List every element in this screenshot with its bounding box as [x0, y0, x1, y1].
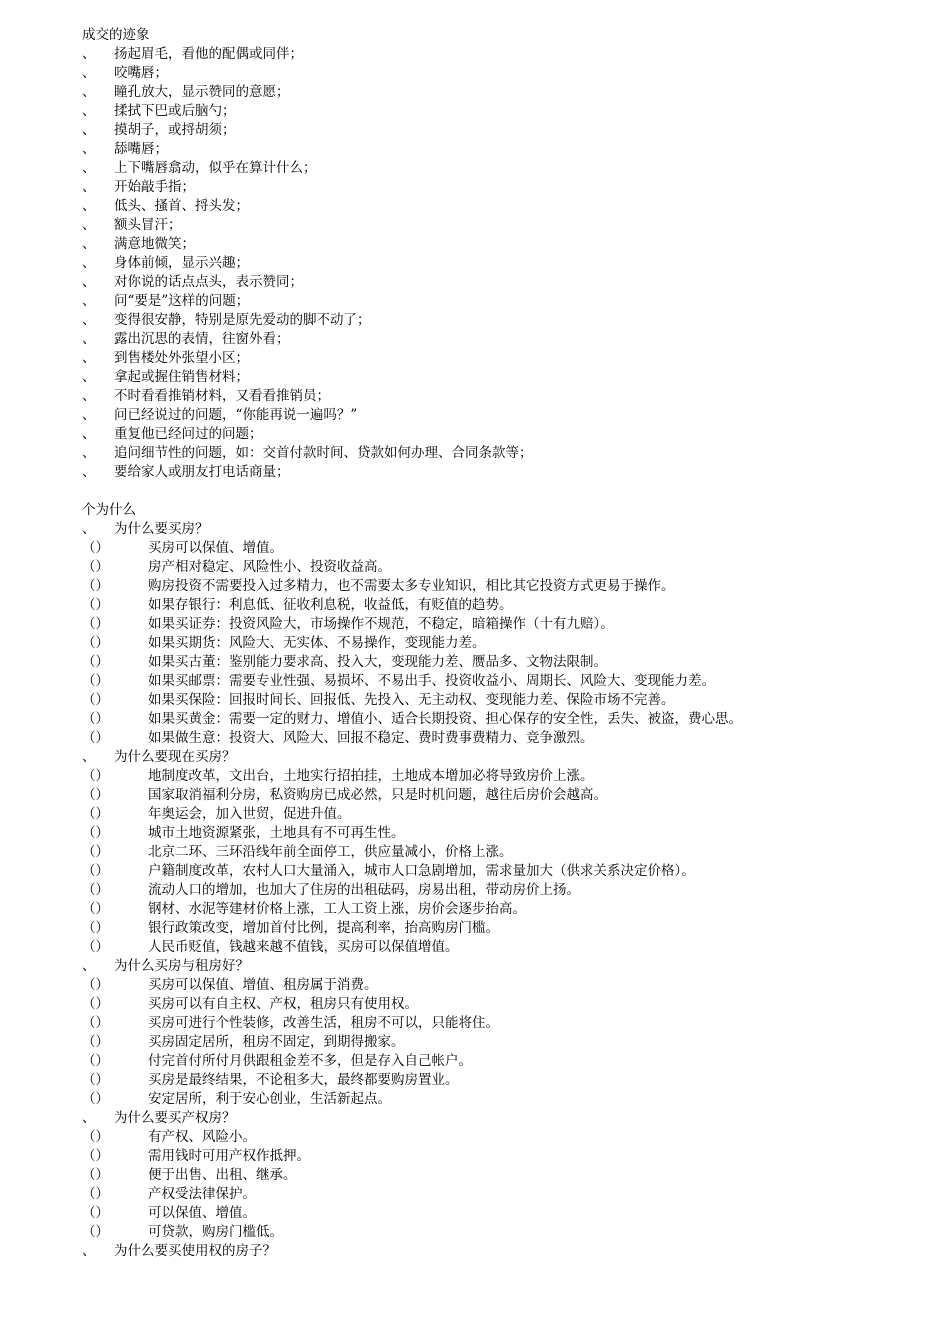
answer-text: 如果买证券：投资风险大，市场操作不规范，不稳定，暗箱操作（十有九赔）。	[148, 616, 614, 632]
answer-item	[82, 1147, 922, 1166]
sign-item	[82, 235, 922, 254]
answer-item	[82, 1090, 922, 1109]
question-heading	[82, 1109, 922, 1128]
answer-text: 银行政策改变，增加首付比例，提高利率，抬高购房门槛。	[148, 920, 499, 936]
sign-item-text: 满意地微笑；	[114, 236, 195, 252]
answer-text: 便于出售、出租、继承。	[148, 1167, 297, 1183]
answer-item	[82, 634, 922, 653]
question-text: 为什么买房与租房好？	[114, 958, 249, 974]
sign-item	[82, 463, 922, 482]
answer-text: 有产权、风险小。	[148, 1129, 256, 1145]
sign-item-text: 扬起眉毛，看他的配偶或同伴；	[114, 46, 303, 62]
bullet-mark: 、	[82, 312, 96, 328]
paren-mark: （）	[82, 578, 109, 594]
answer-text: 买房可以保值、增值、租房属于消费。	[148, 977, 378, 993]
sign-item-text: 额头冒汗；	[114, 217, 182, 233]
paren-mark: （）	[82, 654, 109, 670]
answer-text: 钢材、水泥等建材价格上涨，工人工资上涨，房价会逐步抬高。	[148, 901, 526, 917]
answer-item	[82, 1128, 922, 1147]
signs-list	[82, 45, 922, 482]
answer-item	[82, 1223, 922, 1242]
paren-mark: （）	[82, 920, 109, 936]
paren-mark: （）	[82, 1205, 109, 1221]
sign-item	[82, 45, 922, 64]
sign-item	[82, 178, 922, 197]
paren-mark: （）	[82, 692, 109, 708]
paren-mark: （）	[82, 844, 109, 860]
sign-item	[82, 368, 922, 387]
answer-text: 产权受法律保护。	[148, 1186, 256, 1202]
paren-mark: （）	[82, 787, 109, 803]
sign-item-text: 揉拭下巴或后脑勺；	[114, 103, 236, 119]
bullet-mark: 、	[82, 160, 96, 176]
sign-item-text: 对你说的话点点头，表示赞同；	[114, 274, 303, 290]
paren-mark: （）	[82, 977, 109, 993]
paren-mark: （）	[82, 996, 109, 1012]
paren-mark: （）	[82, 1148, 109, 1164]
answer-item	[82, 558, 922, 577]
paren-mark: （）	[82, 730, 109, 746]
bullet-mark: 、	[82, 217, 96, 233]
question-mark: 、	[82, 958, 96, 974]
paren-mark: （）	[82, 673, 109, 689]
answer-text: 安定居所，利于安心创业，生活新起点。	[148, 1091, 391, 1107]
answer-text: 买房可以有自主权、产权，租房只有使用权。	[148, 996, 418, 1012]
paren-mark: （）	[82, 1129, 109, 1145]
sign-item-text: 咬嘴唇；	[114, 65, 168, 81]
answer-item	[82, 710, 922, 729]
bullet-mark: 、	[82, 141, 96, 157]
paren-mark: （）	[82, 1224, 109, 1240]
sign-item	[82, 311, 922, 330]
sign-item	[82, 64, 922, 83]
answer-item	[82, 938, 922, 957]
sign-item	[82, 292, 922, 311]
answer-text: 北京二环、三环沿线年前全面停工，供应量减小，价格上涨。	[148, 844, 513, 860]
bullet-mark: 、	[82, 369, 96, 385]
sign-item	[82, 197, 922, 216]
sign-item	[82, 387, 922, 406]
sign-item	[82, 121, 922, 140]
answer-item	[82, 1185, 922, 1204]
answer-text: 如果买保险：回报时间长、回报低、先投入、无主动权、变现能力差、保险市场不完善。	[148, 692, 675, 708]
question-heading	[82, 748, 922, 767]
section2-title: 个为什么	[82, 502, 136, 518]
bullet-mark: 、	[82, 46, 96, 62]
bullet-mark: 、	[82, 331, 96, 347]
answer-item	[82, 862, 922, 881]
sign-item	[82, 330, 922, 349]
answer-item	[82, 900, 922, 919]
answer-text: 地制度改革，文出台，土地实行招拍挂，土地成本增加必将导致房价上涨。	[148, 768, 594, 784]
answer-item	[82, 672, 922, 691]
sign-item	[82, 140, 922, 159]
bullet-mark: 、	[82, 103, 96, 119]
sign-item-text: 开始敲手指；	[114, 179, 195, 195]
sign-item-text: 露出沉思的表情，往窗外看；	[114, 331, 290, 347]
answer-text: 城市土地资源紧张，土地具有不可再生性。	[148, 825, 405, 841]
question-heading	[82, 1242, 922, 1261]
answer-text: 流动人口的增加，也加大了住房的出租砝码，房易出租，带动房价上扬。	[148, 882, 580, 898]
section-spacer	[82, 482, 922, 501]
answer-text: 年奥运会，加入世贸，促进升值。	[148, 806, 351, 822]
paren-mark: （）	[82, 1186, 109, 1202]
answer-text: 买房可以保值、增值。	[148, 540, 283, 556]
bullet-mark: 、	[82, 84, 96, 100]
paren-mark: （）	[82, 768, 109, 784]
paren-mark: （）	[82, 825, 109, 841]
sign-item-text: 重复他已经问过的问题；	[114, 426, 263, 442]
answer-item	[82, 1166, 922, 1185]
sign-item	[82, 102, 922, 121]
question-mark: 、	[82, 749, 96, 765]
sign-item-text: 低头、搔首、捋头发；	[114, 198, 249, 214]
paren-mark: （）	[82, 559, 109, 575]
answer-item	[82, 843, 922, 862]
bullet-mark: 、	[82, 179, 96, 195]
answer-item	[82, 995, 922, 1014]
paren-mark: （）	[82, 616, 109, 632]
bullet-mark: 、	[82, 274, 96, 290]
paren-mark: （）	[82, 939, 109, 955]
bullet-mark: 、	[82, 426, 96, 442]
bullet-mark: 、	[82, 388, 96, 404]
sign-item-text: 身体前倾，显示兴趣；	[114, 255, 249, 271]
answer-item	[82, 1014, 922, 1033]
answer-item	[82, 729, 922, 748]
sign-item	[82, 425, 922, 444]
bullet-mark: 、	[82, 293, 96, 309]
sign-item-text: 问“要是”这样的问题；	[114, 293, 250, 309]
sign-item-text: 舔嘴唇；	[114, 141, 168, 157]
sign-item	[82, 216, 922, 235]
paren-mark: （）	[82, 540, 109, 556]
answer-text: 如果买期货：风险大、无实体、不易操作，变现能力差。	[148, 635, 486, 651]
answer-text: 如果买邮票：需要专业性强、易损坏、不易出手、投资收益小、周期长、风险大、变现能力差。	[148, 673, 715, 689]
answer-item	[82, 824, 922, 843]
sign-item	[82, 273, 922, 292]
answer-text: 可贷款，购房门槛低。	[148, 1224, 283, 1240]
answer-item	[82, 691, 922, 710]
sign-item	[82, 349, 922, 368]
answer-item	[82, 615, 922, 634]
answer-item	[82, 919, 922, 938]
bullet-mark: 、	[82, 464, 96, 480]
sign-item-text: 拿起或握住销售材料；	[114, 369, 249, 385]
bullet-mark: 、	[82, 445, 96, 461]
sign-item-text: 瞳孔放大，显示赞同的意愿；	[114, 84, 290, 100]
answer-text: 买房是最终结果，不论租多大，最终都要购房置业。	[148, 1072, 459, 1088]
sign-item-text: 不时看看推销材料，又看看推销员；	[114, 388, 330, 404]
question-mark: 、	[82, 521, 96, 537]
answer-text: 付完首付所付月供跟租金差不多，但是存入自己帐户。	[148, 1053, 472, 1069]
sign-item-text: 到售楼处外张望小区；	[114, 350, 249, 366]
paren-mark: （）	[82, 1015, 109, 1031]
section1-title: 成交的迹象	[82, 27, 150, 43]
answer-item	[82, 976, 922, 995]
answer-text: 购房投资不需要投入过多精力，也不需要太多专业知识，相比其它投资方式更易于操作。	[148, 578, 675, 594]
question-text: 为什么要买产权房？	[114, 1110, 236, 1126]
answer-text: 如果买古董：鉴别能力要求高、投入大，变现能力差、赝品多、文物法限制。	[148, 654, 607, 670]
bullet-mark: 、	[82, 122, 96, 138]
bullet-mark: 、	[82, 350, 96, 366]
bullet-mark: 、	[82, 65, 96, 81]
document-page	[82, 26, 922, 1261]
sign-item	[82, 444, 922, 463]
question-heading	[82, 957, 922, 976]
paren-mark: （）	[82, 1053, 109, 1069]
answer-text: 房产相对稳定、风险性小、投资收益高。	[148, 559, 391, 575]
answer-item	[82, 786, 922, 805]
paren-mark: （）	[82, 635, 109, 651]
answer-text: 买房固定居所，租房不固定，到期得搬家。	[148, 1034, 405, 1050]
answer-text: 如果存银行：利息低、征收利息税，收益低，有贬值的趋势。	[148, 597, 513, 613]
question-mark: 、	[82, 1243, 96, 1259]
sign-item-text: 要给家人或朋友打电话商量；	[114, 464, 290, 480]
paren-mark: （）	[82, 863, 109, 879]
answer-text: 如果买黄金：需要一定的财力、增值小、适合长期投资、担心保存的安全性，丢失、被盗，费心思。	[148, 711, 742, 727]
paren-mark: （）	[82, 1034, 109, 1050]
answer-item	[82, 881, 922, 900]
question-text: 为什么要现在买房？	[114, 749, 236, 765]
paren-mark: （）	[82, 1091, 109, 1107]
sign-item	[82, 254, 922, 273]
answer-text: 如果做生意：投资大、风险大、回报不稳定、费时费事费精力、竞争激烈。	[148, 730, 594, 746]
question-heading	[82, 520, 922, 539]
bullet-mark: 、	[82, 236, 96, 252]
answer-text: 需用钱时可用产权作抵押。	[148, 1148, 310, 1164]
answer-item	[82, 767, 922, 786]
bullet-mark: 、	[82, 198, 96, 214]
sign-item	[82, 83, 922, 102]
answer-item	[82, 577, 922, 596]
answer-item	[82, 1052, 922, 1071]
answer-item	[82, 1033, 922, 1052]
sign-item-text: 问已经说过的问题，“你能再说一遍吗？”	[114, 407, 358, 423]
answer-item	[82, 596, 922, 615]
answer-item	[82, 805, 922, 824]
paren-mark: （）	[82, 806, 109, 822]
answer-text: 户籍制度改革，农村人口大量涌入，城市人口急剧增加，需求量加大（供求关系决定价格）。	[148, 863, 695, 879]
paren-mark: （）	[82, 711, 109, 727]
bullet-mark: 、	[82, 407, 96, 423]
answer-item	[82, 1204, 922, 1223]
answer-text: 国家取消福利分房，私资购房已成必然，只是时机问题，越往后房价会越高。	[148, 787, 607, 803]
question-text: 为什么要买使用权的房子？	[114, 1243, 276, 1259]
sign-item-text: 追问细节性的问题，如：交首付款时间、贷款如何办理、合同条款等；	[114, 445, 533, 461]
answer-item	[82, 539, 922, 558]
sign-item-text: 摸胡子，或捋胡须；	[114, 122, 236, 138]
paren-mark: （）	[82, 901, 109, 917]
paren-mark: （）	[82, 882, 109, 898]
sign-item	[82, 406, 922, 425]
bullet-mark: 、	[82, 255, 96, 271]
answer-item	[82, 1071, 922, 1090]
sign-item-text: 变得很安静，特别是原先爱动的脚不动了；	[114, 312, 371, 328]
answer-text: 买房可进行个性装修，改善生活，租房不可以，只能将住。	[148, 1015, 499, 1031]
sign-item	[82, 159, 922, 178]
why-list	[82, 520, 922, 1261]
answer-text: 人民币贬值，钱越来越不值钱，买房可以保值增值。	[148, 939, 459, 955]
paren-mark: （）	[82, 597, 109, 613]
paren-mark: （）	[82, 1072, 109, 1088]
answer-item	[82, 653, 922, 672]
sign-item-text: 上下嘴唇翕动，似乎在算计什么；	[114, 160, 317, 176]
question-mark: 、	[82, 1110, 96, 1126]
answer-text: 可以保值、增值。	[148, 1205, 256, 1221]
paren-mark: （）	[82, 1167, 109, 1183]
question-text: 为什么要买房？	[114, 521, 209, 537]
